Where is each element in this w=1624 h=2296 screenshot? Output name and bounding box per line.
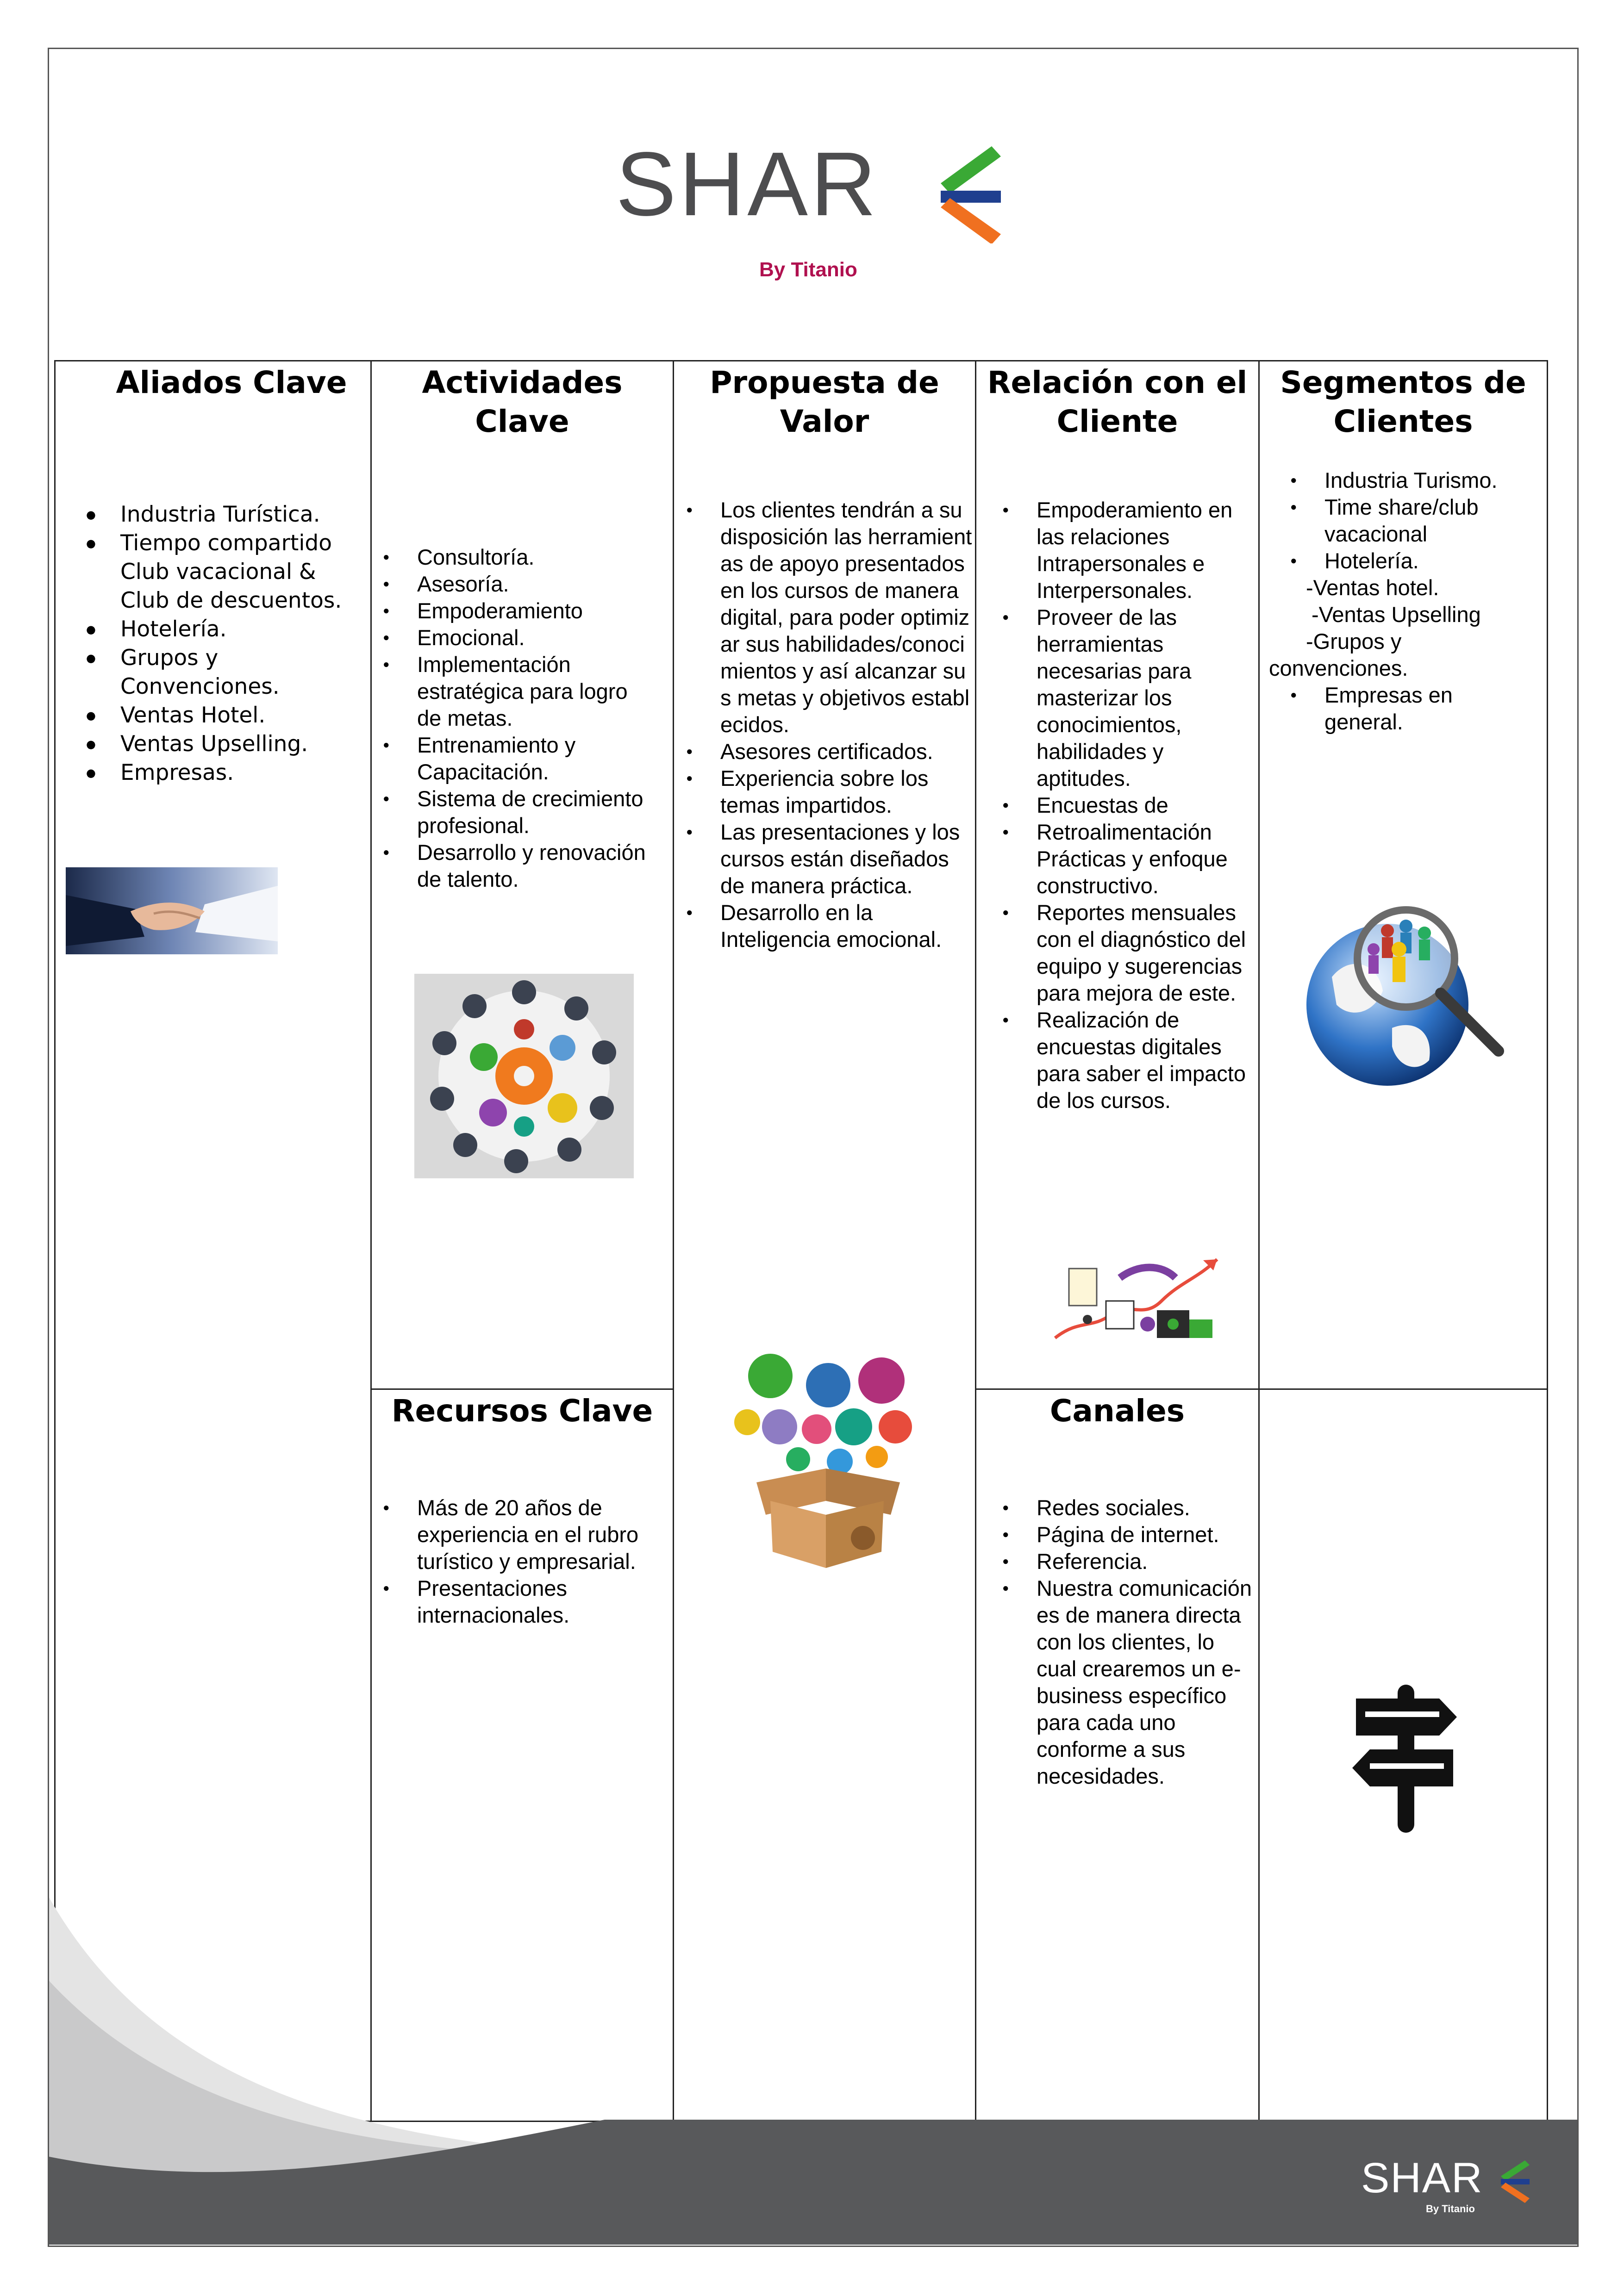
list-item: ● Sistema de crecimiento profesional. <box>380 785 654 839</box>
list-item: ● Tiempo compartido Club vacacional & Club de descuentos. <box>83 529 361 615</box>
footer-swoosh <box>49 1898 1577 2245</box>
cell-segmentos-clientes <box>1260 361 1547 1388</box>
list-item: ● Realización de encuestas digitales para saber el impacto de los cursos. <box>999 1007 1254 1114</box>
team-gears-image <box>414 974 634 1178</box>
list-item: ● Reportes mensuales con el diagnóstico del equipo y sugerencias para mejora de este. <box>999 899 1254 1007</box>
segmentos-list-b <box>1260 682 1547 735</box>
growth-chart-image <box>1050 1250 1226 1347</box>
cell-aliados-clave <box>56 361 370 2121</box>
canales-list <box>976 1494 1258 1790</box>
list-item: ● Industria Turística. <box>83 500 361 529</box>
list-item: ● Time share/club vacacional <box>1287 494 1542 548</box>
list-item: ● Emocional. <box>380 624 654 651</box>
cell-propuesta-valor <box>674 361 975 2121</box>
list-item: ● Empoderamiento en las relaciones Intrapersonales e Interpersonales. <box>999 497 1254 604</box>
list-item: ● Asesores certificados. <box>683 738 975 765</box>
signpost-icon <box>1351 1685 1458 1833</box>
list-item: ● Presentaciones internacionales. <box>380 1575 663 1629</box>
list-item: ● Desarrollo en la Inteligencia emocional. <box>683 899 975 953</box>
footer-logo-wordmark: SHAR <box>1361 2154 1483 2202</box>
relacion-list <box>976 497 1258 1114</box>
list-item: ● Ventas Upselling. <box>83 730 361 759</box>
cell-actividades-clave <box>372 361 673 1388</box>
footer-logo <box>1361 2154 1528 2217</box>
list-item: ● Retroalimentación Prácticas y enfoque constructivo. <box>999 819 1254 899</box>
list-item: ● Empresas. <box>83 759 361 787</box>
list-item: ● Hotelería. <box>83 615 361 644</box>
list-item: ● Proveer de las herramientas necesarias para masterizar los conocimientos, habilidades y aptitudes. <box>999 604 1254 792</box>
list-item: ● Implementación estratégica para logro de metas. <box>380 651 654 732</box>
cell-relacion-cliente <box>976 361 1258 1388</box>
list-item: ● Redes sociales. <box>999 1494 1254 1521</box>
recursos-list <box>372 1494 673 1629</box>
aliados-title: Aliados Clave <box>116 365 347 400</box>
globe-magnifier-image <box>1295 898 1512 1102</box>
footer-logo-e-bars-icon <box>1499 2160 1531 2203</box>
list-item: ● Empresas en general. <box>1287 682 1533 735</box>
logo-e-bars-icon <box>936 146 1006 243</box>
logo-byline: By Titanio <box>759 258 857 281</box>
recursos-title: Recursos Clave <box>391 1393 653 1429</box>
list-item: ● Grupos y Convenciones. <box>83 644 361 701</box>
actividades-title: Actividades Clave <box>422 365 623 439</box>
list-item: ● Experiencia sobre los temas impartidos. <box>683 765 975 819</box>
list-item: ● Ventas Hotel. <box>83 701 361 730</box>
list-item: ● Empoderamiento <box>380 597 654 624</box>
list-item: ● Consultoría. <box>380 544 654 571</box>
open-box-icons-image <box>729 1348 928 1570</box>
list-item: ● Encuestas de <box>999 792 1254 819</box>
list-item: ● Las presentaciones y los cursos están diseñados de manera práctica. <box>683 819 975 899</box>
segmentos-subitem: -Grupos y <box>1306 629 1402 653</box>
business-model-canvas <box>54 360 1548 2122</box>
footer-logo-byline: By Titanio <box>1426 2203 1475 2215</box>
list-item: ● Hotelería. <box>1287 548 1542 574</box>
aliados-list <box>56 500 370 787</box>
segmentos-subitem: -Ventas Upselling <box>1312 602 1481 627</box>
segmentos-subitem: convenciones. <box>1269 656 1408 680</box>
list-item: ● Desarrollo y renovación de talento. <box>380 839 654 893</box>
segmentos-title: Segmentos de Clientes <box>1280 365 1526 439</box>
logo-wordmark: SHAR <box>616 133 879 235</box>
list-item: ● Página de internet. <box>999 1521 1254 1548</box>
list-item: ● Entrenamiento y Capacitación. <box>380 732 654 785</box>
list-item: ● Referencia. <box>999 1548 1254 1575</box>
handshake-image <box>66 867 278 954</box>
propuesta-list <box>674 497 975 953</box>
propuesta-title: Propuesta de Valor <box>710 365 939 439</box>
list-item: ● Industria Turismo. <box>1287 467 1542 494</box>
segmentos-subitem: -Ventas hotel. <box>1306 575 1439 600</box>
list-item: ● Asesoría. <box>380 571 654 597</box>
relacion-title: Relación con el Cliente <box>987 365 1248 439</box>
list-item: ● Nuestra comunicación es de manera directa con los clientes, lo cual crearemos un e-business específico para cada uno conforme a sus necesidades. <box>999 1575 1254 1790</box>
segmentos-list-a <box>1260 467 1547 574</box>
actividades-list <box>372 544 673 893</box>
list-item: ● Los clientes tendrán a su disposición las herramientas de apoyo presentados en los cursos de manera digital, para poder optimizar sus habilidades/conocimientos y así alcanzar sus metas y objetivos establecidos. <box>683 497 975 738</box>
share-logo <box>616 133 1014 292</box>
list-item: ● Más de 20 años de experiencia en el rubro turístico y empresarial. <box>380 1494 663 1575</box>
canales-title: Canales <box>1049 1393 1185 1429</box>
